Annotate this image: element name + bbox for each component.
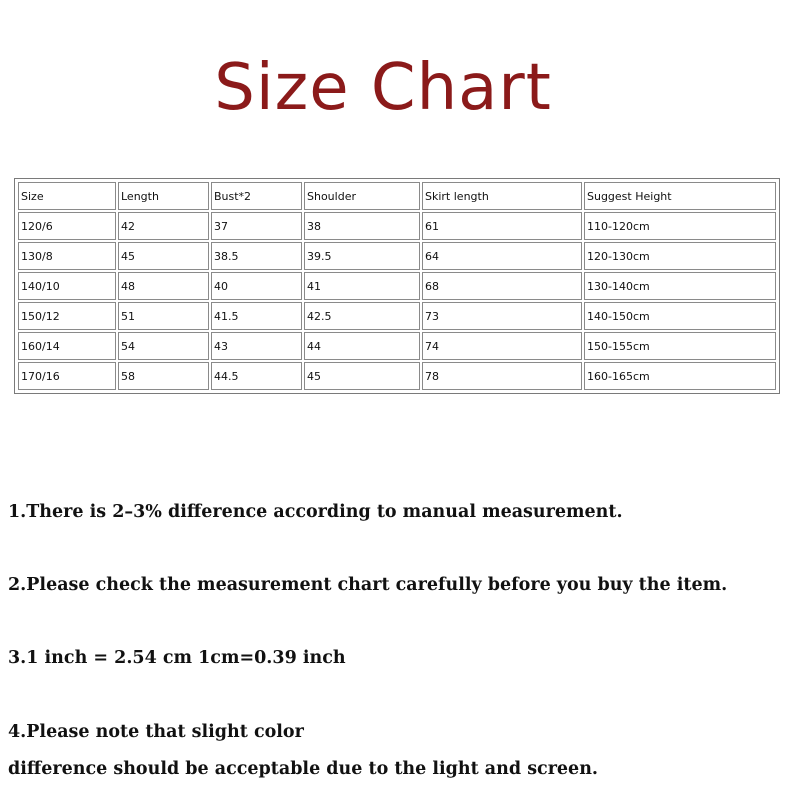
cell-skirt-length: 73: [422, 302, 582, 330]
cell-size: 170/16: [18, 362, 116, 390]
cell-suggest-height: 140-150cm: [584, 302, 776, 330]
cell-length: 51: [118, 302, 209, 330]
cell-size: 150/12: [18, 302, 116, 330]
cell-size: 160/14: [18, 332, 116, 360]
cell-length: 58: [118, 362, 209, 390]
cell-length: 42: [118, 212, 209, 240]
table-row: [18, 332, 776, 360]
table-header-row: [18, 182, 776, 210]
size-table-container: [14, 178, 780, 394]
cell-skirt-length: 61: [422, 212, 582, 240]
cell-length: 48: [118, 272, 209, 300]
header-length: Length: [118, 182, 209, 210]
header-skirt-length: Skirt length: [422, 182, 582, 210]
cell-size: 120/6: [18, 212, 116, 240]
cell-suggest-height: 150-155cm: [584, 332, 776, 360]
cell-length: 45: [118, 242, 209, 270]
cell-suggest-height: 110-120cm: [584, 212, 776, 240]
cell-shoulder: 41: [304, 272, 420, 300]
cell-length: 54: [118, 332, 209, 360]
cell-skirt-length: 68: [422, 272, 582, 300]
cell-shoulder: 44: [304, 332, 420, 360]
table-row: [18, 362, 776, 390]
note-1: 1.There is 2–3% difference according to manual measurement.: [8, 502, 623, 522]
cell-size: 140/10: [18, 272, 116, 300]
cell-bust: 41.5: [211, 302, 302, 330]
cell-bust: 44.5: [211, 362, 302, 390]
note-4-line-1: 4.Please note that slight color: [8, 722, 304, 742]
table-row: [18, 302, 776, 330]
cell-suggest-height: 130-140cm: [584, 272, 776, 300]
size-table: [16, 180, 778, 392]
cell-bust: 38.5: [211, 242, 302, 270]
cell-size: 130/8: [18, 242, 116, 270]
table-row: [18, 242, 776, 270]
cell-suggest-height: 160-165cm: [584, 362, 776, 390]
cell-shoulder: 39.5: [304, 242, 420, 270]
cell-skirt-length: 64: [422, 242, 582, 270]
cell-bust: 43: [211, 332, 302, 360]
cell-skirt-length: 78: [422, 362, 582, 390]
header-suggest-height: Suggest Height: [584, 182, 776, 210]
cell-shoulder: 38: [304, 212, 420, 240]
header-size: Size: [18, 182, 116, 210]
table-row: [18, 272, 776, 300]
note-2: 2.Please check the measurement chart carefully before you buy the item.: [8, 575, 728, 595]
cell-skirt-length: 74: [422, 332, 582, 360]
cell-shoulder: 45: [304, 362, 420, 390]
table-row: [18, 212, 776, 240]
cell-suggest-height: 120-130cm: [584, 242, 776, 270]
cell-shoulder: 42.5: [304, 302, 420, 330]
page-title: Size Chart: [214, 51, 552, 125]
header-shoulder: Shoulder: [304, 182, 420, 210]
note-4-line-2: difference should be acceptable due to the light and screen.: [8, 759, 599, 779]
header-bust: Bust*2: [211, 182, 302, 210]
cell-bust: 40: [211, 272, 302, 300]
note-3: 3.1 inch = 2.54 cm 1cm=0.39 inch: [8, 648, 346, 668]
cell-bust: 37: [211, 212, 302, 240]
